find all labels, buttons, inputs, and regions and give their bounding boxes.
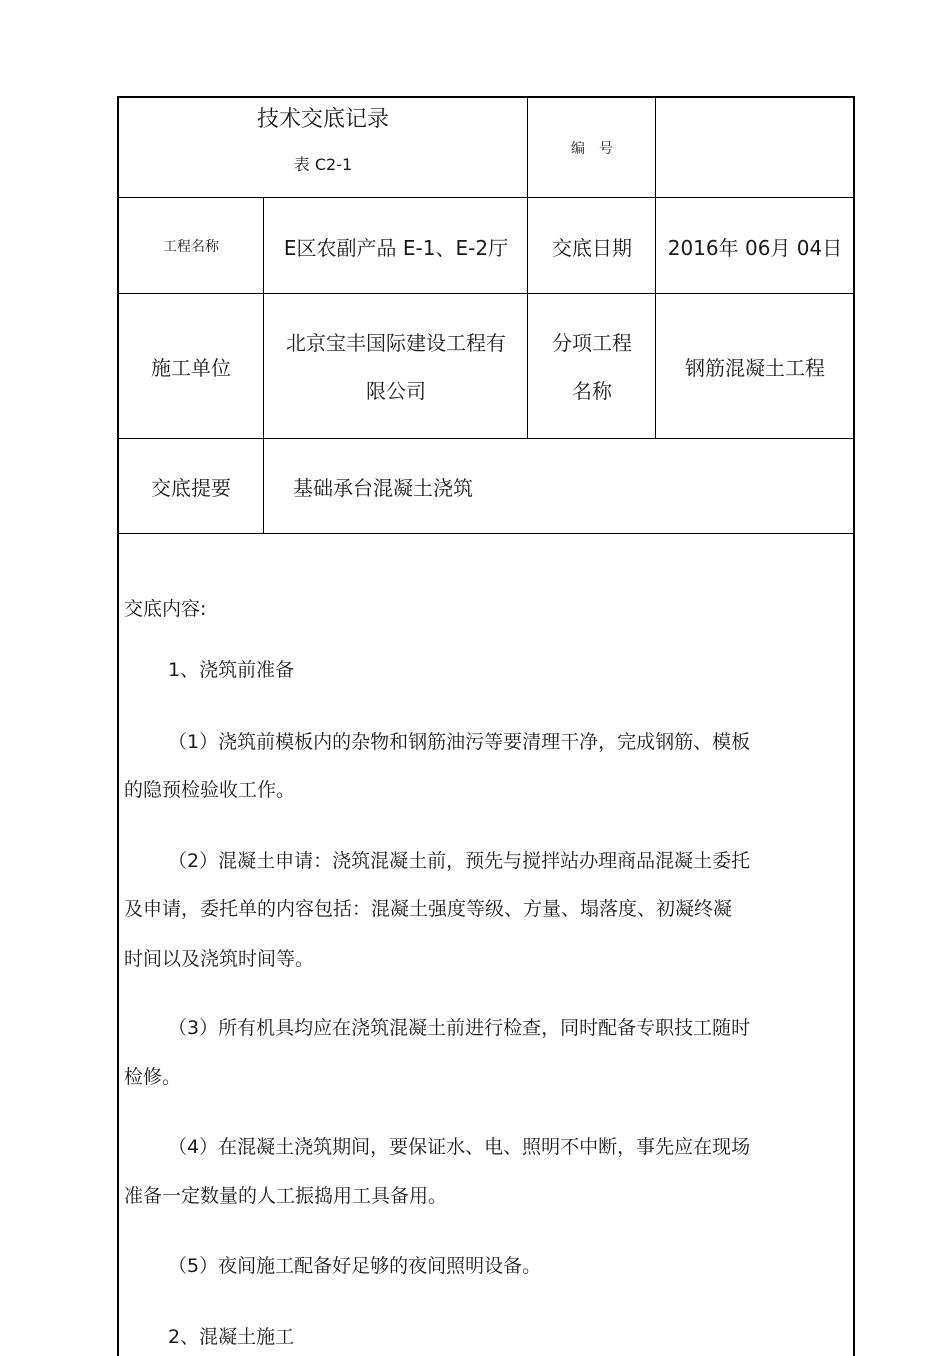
number-value	[657, 98, 853, 197]
subproject-label-line: 名称	[572, 378, 612, 403]
date-label: 交底日期	[552, 235, 632, 260]
paragraph-line: 检修。	[124, 1066, 182, 1088]
table-rule	[117, 293, 855, 294]
summary-label: 交底提要	[151, 476, 231, 500]
contractor-value-line: 限公司	[366, 378, 426, 403]
section-heading: 1、浇筑前准备	[168, 659, 295, 681]
form-code: 表 C2-1	[293, 154, 353, 174]
number-label: 编 号	[571, 140, 613, 157]
paragraph-line: （2）混凝土申请：浇筑混凝土前，预先与搅拌站办理商品混凝土委托	[168, 850, 751, 872]
contractor-value-line: 北京宝丰国际建设工程有	[286, 330, 506, 355]
contractor-label: 施工单位	[151, 356, 231, 380]
content-heading: 交底内容:	[124, 598, 207, 620]
table-rule	[655, 96, 656, 438]
table-rule	[527, 96, 528, 438]
paragraph-line: （5）夜间施工配备好足够的夜间照明设备。	[168, 1255, 542, 1277]
date-value: 2016年 06月 04日	[667, 235, 843, 260]
subproject-value: 钢筋混凝土工程	[685, 356, 825, 380]
subproject-label-line: 分项工程	[552, 330, 632, 355]
paragraph-line: 的隐预检验收工作。	[124, 779, 296, 801]
project-name-value: E区农副产品 E-1、E-2厅	[283, 235, 509, 260]
project-name-label: 工程名称	[163, 239, 219, 255]
paragraph-line: 及申请，委托单的内容包括：混凝土强度等级、方量、塌落度、初凝终凝	[124, 898, 733, 920]
section-heading: 2、混凝土施工	[168, 1326, 295, 1348]
paragraph-line: （4）在混凝土浇筑期间，要保证水、电、照明不中断，事先应在现场	[168, 1136, 751, 1158]
paragraph-line: （3）所有机具均应在浇筑混凝土前进行检查，同时配备专职技工随时	[168, 1017, 751, 1039]
contractor-value	[265, 295, 527, 438]
subproject-label	[529, 295, 655, 438]
summary-value: 基础承台混凝土浇筑	[293, 476, 473, 500]
table-rule	[117, 438, 855, 439]
table-rule	[117, 197, 855, 198]
paragraph-line: 准备一定数量的人工振捣用工具备用。	[124, 1185, 448, 1207]
paragraph-line: （1）浇筑前模板内的杂物和钢筋油污等要清理干净，完成钢筋、模板	[168, 731, 751, 753]
table-rule	[117, 533, 855, 534]
header-cell	[119, 98, 527, 197]
paragraph-line: 时间以及浇筑时间等。	[124, 948, 315, 970]
table-rule	[263, 197, 264, 533]
form-title: 技术交底记录	[256, 106, 389, 132]
